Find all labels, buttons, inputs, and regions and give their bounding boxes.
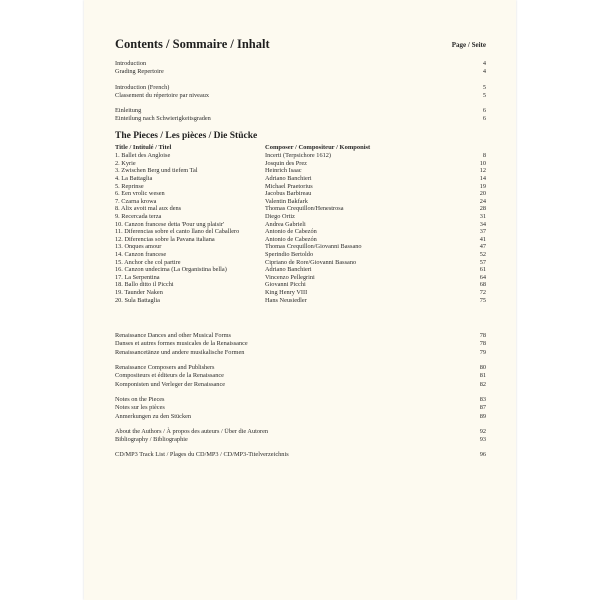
entry-page-number: 5 — [482, 83, 486, 91]
entry-page-number: 96 — [479, 451, 486, 459]
piece-title: 19. Taunder Naken — [115, 288, 163, 296]
piece-row — [115, 160, 486, 168]
contents-header — [115, 37, 486, 55]
piece-composer: Adriano Banchieri — [265, 266, 312, 274]
piece-row — [115, 289, 486, 297]
entry-label: Danses et autres formes musicales de la Renaissance — [115, 340, 248, 348]
piece-title: 7. Czarna krowa — [115, 197, 157, 205]
appendix-entry — [115, 413, 486, 421]
piece-composer: Diego Ortiz — [265, 213, 295, 221]
piece-title: 10. Canzon francese detta 'Pour ung plaisir' — [115, 220, 225, 228]
entry-label: Einleitung — [115, 107, 142, 115]
intro-entry — [115, 107, 486, 115]
entry-page-number: 82 — [479, 380, 486, 388]
piece-page-number: 47 — [479, 243, 486, 251]
piece-page-number: 10 — [479, 159, 486, 167]
piece-composer: Valentin Bakfark — [265, 197, 308, 205]
piece-page-number: 61 — [479, 266, 486, 274]
entry-label: Einteilung nach Schwierigkeitsgraden — [115, 115, 211, 123]
entry-label: Bibliography / Bibliographie — [115, 436, 188, 444]
piece-title: 6. Een vrolic wesen — [115, 190, 165, 198]
entry-label: Renaissance Dances and other Musical Forms — [115, 332, 231, 340]
piece-composer: Michael Praetorius — [265, 182, 313, 190]
piece-row — [115, 221, 486, 229]
piece-row — [115, 152, 486, 160]
appendix-entry — [115, 332, 486, 340]
pieces-list — [115, 152, 486, 304]
piece-page-number: 31 — [479, 213, 486, 221]
piece-page-number: 64 — [479, 273, 486, 281]
document-page — [84, 0, 516, 600]
entry-page-number: 79 — [479, 348, 486, 356]
entry-page-number: 6 — [482, 115, 486, 123]
entry-page-number: 78 — [479, 340, 486, 348]
appendix-entry — [115, 372, 486, 380]
piece-row — [115, 251, 486, 259]
contents-title: Contents / Sommaire / Inhalt — [115, 37, 270, 51]
piece-composer: Thomas Crequillon/Henestrosa — [265, 205, 344, 213]
piece-title: 9. Recercada terza — [115, 213, 162, 221]
piece-page-number: 14 — [479, 175, 486, 183]
piece-page-number: 20 — [479, 190, 486, 198]
piece-row — [115, 167, 486, 175]
piece-title: 2. Kyrie — [115, 159, 136, 167]
pieces-title: The Pieces / Les pièces / Die Stücke — [115, 130, 258, 141]
appendix-entry — [115, 451, 486, 459]
appendix-entry — [115, 428, 486, 436]
contents-block — [115, 37, 486, 460]
entry-label: Classement du répertoire par niveaux — [115, 91, 210, 99]
piece-row — [115, 266, 486, 274]
piece-page-number: 8 — [482, 152, 486, 160]
piece-page-number: 19 — [479, 182, 486, 190]
appendix-entry — [115, 340, 486, 348]
entry-page-number: 6 — [482, 107, 486, 115]
piece-page-number: 52 — [479, 251, 486, 258]
piece-row — [115, 297, 486, 305]
appendix-entry — [115, 396, 486, 404]
title-column-label: Title / Intitulé / Titel — [115, 143, 172, 151]
piece-row — [115, 175, 486, 183]
piece-composer: Thomas Crequillon/Giovanni Bassano — [265, 243, 362, 251]
piece-row — [115, 243, 486, 251]
entry-label: Renaissancetänze und andere musikalische Formen — [115, 348, 245, 356]
entry-page-number: 87 — [479, 404, 486, 412]
piece-row — [115, 213, 486, 221]
piece-page-number: 57 — [479, 258, 486, 266]
piece-title: 14. Canzon francese — [115, 251, 167, 258]
entry-label: Notes sur les pièces — [115, 404, 165, 412]
appendix-entry — [115, 364, 486, 372]
piece-composer: Jacobus Barbireau — [265, 190, 312, 198]
composer-column-label: Composer / Compositeur / Komponist — [265, 143, 371, 151]
piece-title: 5. Reprinse — [115, 182, 144, 190]
entry-page-number: 81 — [479, 372, 486, 380]
entry-page-number: 83 — [479, 395, 486, 403]
piece-page-number: 72 — [479, 288, 486, 296]
entry-label: Renaissance Composers and Publishers — [115, 364, 215, 372]
entry-page-number: 78 — [479, 332, 486, 340]
intro-entry — [115, 84, 486, 92]
piece-title: 13. Onques amour — [115, 243, 162, 251]
piece-row — [115, 205, 486, 213]
piece-title: 17. La Serpentina — [115, 273, 160, 281]
appendix-entry — [115, 381, 486, 389]
entry-label: Notes on the Pieces — [115, 395, 165, 403]
piece-row — [115, 259, 486, 267]
entry-label: Grading Repertoire — [115, 68, 164, 76]
entry-page-number: 4 — [482, 68, 486, 76]
piece-title: 18. Ballo ditto il Picchi — [115, 281, 174, 289]
piece-composer: Hans Neusiedler — [265, 296, 307, 304]
intro-entry — [115, 92, 486, 100]
appendix-entry — [115, 436, 486, 444]
entry-page-number: 5 — [482, 91, 486, 99]
piece-composer: Giovanni Picchi — [265, 281, 306, 289]
entry-page-number: 80 — [479, 364, 486, 372]
piece-row — [115, 236, 486, 244]
entry-page-number: 89 — [479, 412, 486, 420]
entry-label: Introduction — [115, 60, 147, 67]
piece-page-number: 37 — [479, 228, 486, 236]
piece-title: 1. Ballet des Angloise — [115, 152, 171, 160]
piece-composer: Adriano Banchieri — [265, 175, 312, 183]
entry-label: Compositeurs et éditeurs de la Renaissance — [115, 372, 224, 380]
intro-entry — [115, 115, 486, 123]
piece-composer: Antonio de Cabezón — [265, 228, 317, 236]
entry-label: About the Authors / À propos des auteurs / Über die Autoren — [115, 427, 269, 435]
piece-page-number: 28 — [479, 205, 486, 213]
entry-page-number: 4 — [482, 60, 486, 67]
intro-entry — [115, 68, 486, 76]
piece-page-number: 12 — [479, 167, 486, 175]
piece-row — [115, 183, 486, 191]
piece-composer: Antonio de Cabezón — [265, 235, 317, 243]
piece-page-number: 68 — [479, 281, 486, 289]
piece-composer: Josquin des Prez — [265, 159, 307, 167]
piece-title: 3. Zwischen Berg und tiefem Tal — [115, 167, 198, 175]
page-column-label: Page / Seite — [451, 41, 486, 49]
piece-title: 12. Diferencias sobre la Pavana italiana — [115, 235, 215, 243]
piece-row — [115, 281, 486, 289]
entry-label: Introduction (French) — [115, 83, 170, 91]
piece-composer: Andrea Gabrieli — [265, 220, 306, 228]
appendix-entry — [115, 349, 486, 357]
entry-label: CD/MP3 Track List / Plages du CD/MP3 / CD/MP3-Titelverzeichnis — [115, 451, 289, 459]
piece-page-number: 24 — [479, 197, 486, 205]
piece-title: 15. Anchor che col partire — [115, 258, 181, 266]
appendix-section — [115, 332, 486, 460]
intro-entry — [115, 60, 486, 68]
piece-row — [115, 198, 486, 206]
piece-composer: Vincenzo Pellegrini — [265, 273, 315, 281]
piece-title: 16. Canzon undecima (La Organistina bella) — [115, 266, 227, 274]
piece-composer: Cipriano de Rore/Giovanni Bassano — [265, 258, 357, 266]
piece-composer: Incerti (Terpsichore 1612) — [265, 152, 331, 160]
piece-composer: Sperindio Bertoldo — [265, 251, 314, 258]
appendix-entry — [115, 404, 486, 412]
piece-row — [115, 190, 486, 198]
piece-page-number: 75 — [479, 296, 486, 304]
piece-page-number: 41 — [479, 235, 486, 243]
piece-row — [115, 274, 486, 282]
entry-page-number: 92 — [479, 427, 486, 435]
piece-title: 4. La Battaglia — [115, 175, 153, 183]
intro-section — [115, 60, 486, 124]
pieces-column-header — [115, 144, 486, 153]
piece-title: 11. Diferencias sobre el canto llano del Caballero — [115, 228, 240, 236]
piece-title: 20. Sula Battaglia — [115, 296, 160, 304]
piece-row — [115, 228, 486, 236]
piece-page-number: 34 — [479, 220, 486, 228]
piece-composer: Heinrich Isaac — [265, 167, 302, 175]
piece-title: 8. Alix avoit mal aux dens — [115, 205, 182, 213]
entry-label: Anmerkungen zu den Stücken — [115, 412, 192, 420]
entry-page-number: 93 — [479, 436, 486, 444]
entry-label: Komponisten und Verleger der Renaissance — [115, 380, 226, 388]
piece-composer: King Henry VIII — [265, 288, 308, 296]
